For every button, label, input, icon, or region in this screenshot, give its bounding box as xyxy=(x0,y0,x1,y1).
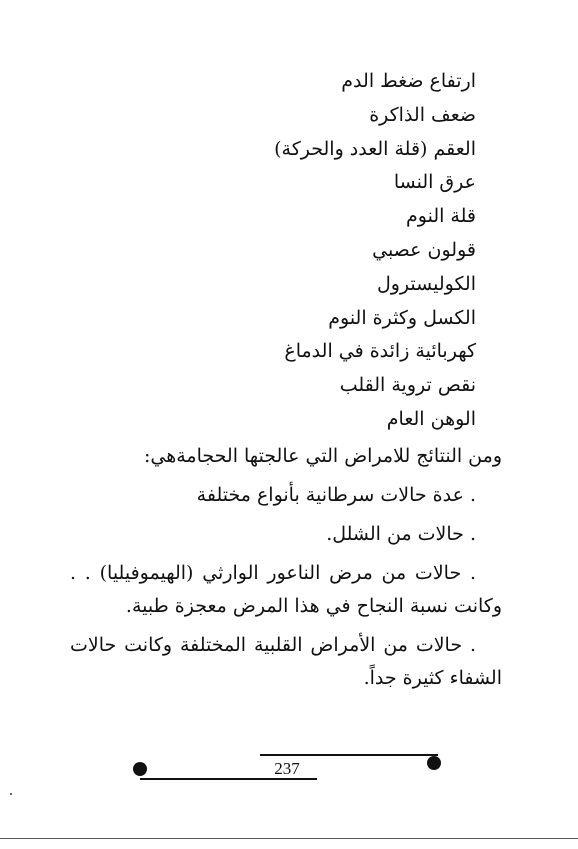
result-item: . حالات من مرض الناعور الوارثي (الهيموفيليا) . . وكانت نسبة النجاح في هذا المرض معجزة طبية. xyxy=(70,561,502,617)
result-item: . حالات من الأمراض القلبية المختلفة وكانت حالات الشفاء كثيرة جداً. xyxy=(70,633,502,689)
page-edge-rule xyxy=(0,838,578,839)
footer-dot-right-icon xyxy=(427,756,441,770)
list-item: الكسل وكثرة النوم xyxy=(328,306,476,329)
footer-bottom-rule xyxy=(140,778,317,780)
list-item: نقص تروية القلب xyxy=(339,374,476,397)
list-item: ارتفاع ضغط الدم xyxy=(341,70,476,92)
result-item: . عدة حالات سرطانية بأنواع مختلفة xyxy=(196,483,476,506)
list-item: ضعف الذاكرة xyxy=(369,103,476,126)
page-footer xyxy=(0,740,578,800)
page-number: 237 xyxy=(274,759,300,778)
footer-dot-left-icon xyxy=(133,762,147,776)
list-item: عرق النسا xyxy=(393,171,476,194)
intro-paragraph: ومن النتائج للامراض التي عالجتها الحجامةهي: xyxy=(143,444,502,467)
footer-top-rule xyxy=(260,754,438,756)
list-item: الكوليسترول xyxy=(376,272,476,295)
result-item: . حالات من الشلل. xyxy=(326,522,476,545)
list-item: قلة النوم xyxy=(406,205,476,228)
list-item: كهربائية زائدة في الدماغ xyxy=(284,340,476,363)
scan-speck xyxy=(10,793,12,795)
body-text xyxy=(70,70,502,695)
list-item: قولون عصبي xyxy=(372,238,476,261)
list-item: الوهن العام xyxy=(386,407,476,430)
list-item: العقم (قلة العدد والحركة) xyxy=(274,137,476,160)
